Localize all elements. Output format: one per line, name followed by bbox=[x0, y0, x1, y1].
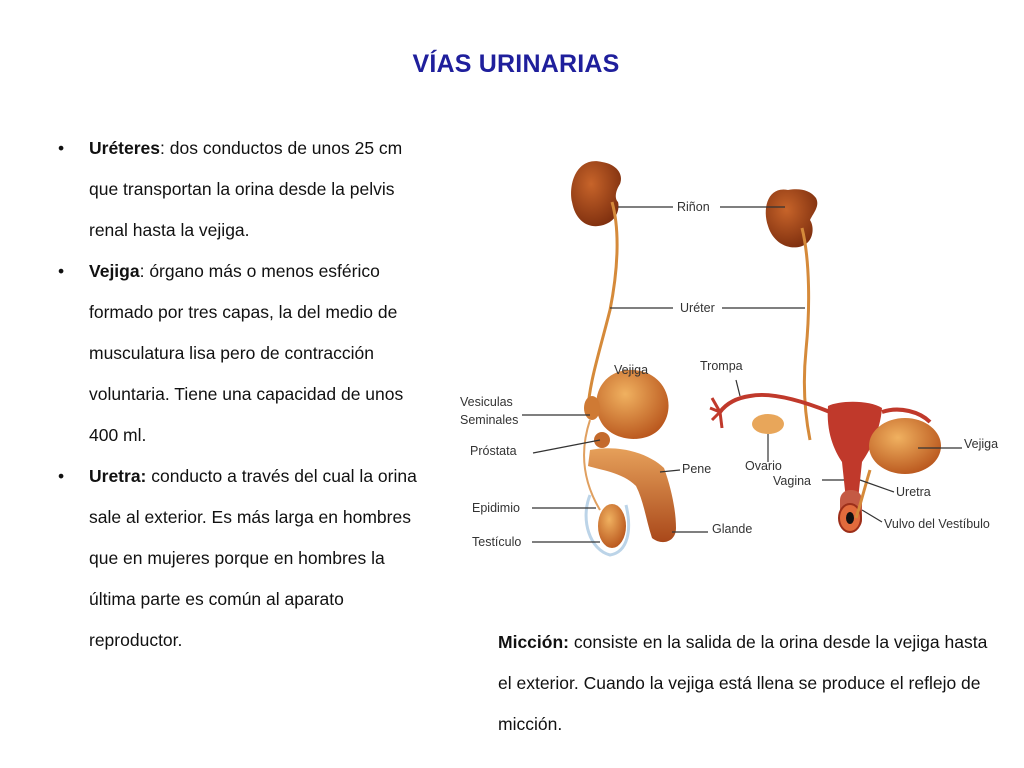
slide-title: VÍAS URINARIAS bbox=[412, 50, 620, 78]
label-vejiga-female: Vejiga bbox=[964, 437, 999, 451]
label-vesiculas: Vesiculas bbox=[460, 395, 513, 409]
label-vagina: Vagina bbox=[773, 474, 811, 488]
bullet-icon: • bbox=[58, 261, 65, 281]
definition-miccion: consiste en la salida de la orina desde la vejiga hasta el exterior. Cuando la vejiga está llena se produce el reflejo de micción. bbox=[498, 632, 988, 734]
female-ureter bbox=[802, 228, 810, 440]
prostate-icon bbox=[594, 432, 610, 448]
term-vejiga: Vejiga bbox=[89, 261, 140, 281]
label-ovario: Ovario bbox=[745, 459, 782, 473]
definition-uretra: conducto a través del cual la orina sale al exterior. Es más larga en hombres que en mujeres porque en hombres la última parte es común al aparato reproductor. bbox=[89, 466, 417, 650]
label-epidimio: Epidimio bbox=[472, 501, 520, 515]
term-uretra: Uretra: bbox=[89, 466, 147, 486]
ovary-icon bbox=[752, 414, 784, 434]
definition-vejiga: : órgano más o menos esférico formado por tres capas, la del medio de musculatura lisa pero de contracción voluntaria. Tiene una capacidad de unos 400 ml. bbox=[89, 261, 404, 445]
label-seminales: Seminales bbox=[460, 413, 519, 427]
testicle-icon bbox=[598, 504, 626, 548]
label-pene: Pene bbox=[682, 462, 712, 476]
male-kidney-icon bbox=[571, 161, 621, 226]
fallopian-tube bbox=[720, 395, 830, 412]
definition-list bbox=[58, 128, 430, 661]
seminal-vesicle-icon bbox=[584, 396, 600, 420]
male-bladder-icon bbox=[596, 370, 668, 439]
label-testiculo: Testículo bbox=[472, 535, 522, 549]
label-vejiga-male: Vejiga bbox=[614, 363, 649, 377]
miccion-paragraph bbox=[498, 622, 998, 745]
label-glande: Glande bbox=[712, 522, 753, 536]
label-ureter: Uréter bbox=[680, 301, 715, 315]
list-item bbox=[58, 128, 430, 251]
definition-ureteres: : dos conductos de unos 25 cm que transportan la orina desde la pelvis renal hasta la vejiga. bbox=[89, 138, 403, 240]
label-trompa: Trompa bbox=[700, 359, 743, 373]
label-rinon: Riñon bbox=[677, 200, 710, 214]
fimbriae-icon bbox=[710, 398, 722, 428]
label-prostata: Próstata bbox=[470, 444, 517, 458]
bullet-icon: • bbox=[58, 466, 65, 486]
female-bladder-icon bbox=[869, 418, 941, 474]
urinary-system-diagram bbox=[450, 150, 1020, 570]
female-kidney-icon bbox=[766, 189, 818, 247]
label-vulvo: Vulvo del Vestíbulo bbox=[884, 517, 990, 531]
list-item bbox=[58, 456, 430, 661]
list-item bbox=[58, 251, 430, 456]
label-uretra: Uretra bbox=[896, 485, 931, 499]
bullet-icon: • bbox=[58, 138, 65, 158]
vulva-center-icon bbox=[846, 512, 854, 524]
term-ureteres: Uréteres bbox=[89, 138, 161, 158]
term-miccion: Micción: bbox=[498, 632, 569, 652]
